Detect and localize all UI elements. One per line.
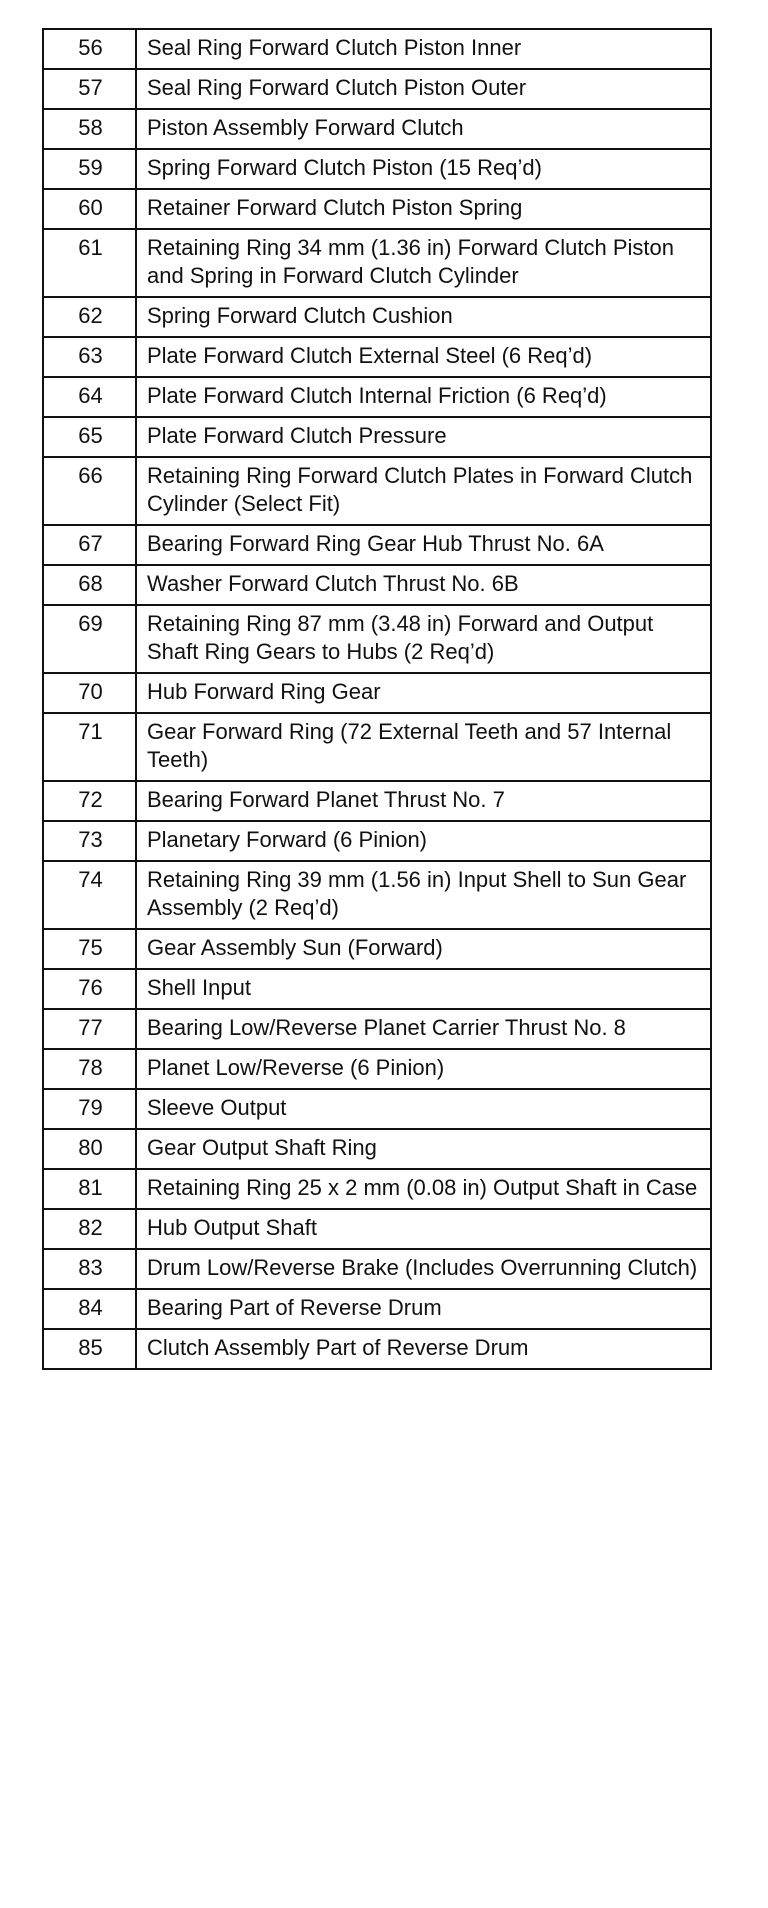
- part-description: Spring Forward Clutch Piston (15 Req’d): [136, 149, 711, 189]
- part-description: Bearing Forward Ring Gear Hub Thrust No. 6A: [136, 525, 711, 565]
- part-description: Plate Forward Clutch External Steel (6 Req’d): [136, 337, 711, 377]
- table-row: [43, 297, 711, 337]
- part-description: Drum Low/Reverse Brake (Includes Overrunning Clutch): [136, 1249, 711, 1289]
- part-number: 74: [43, 861, 136, 929]
- part-number: 64: [43, 377, 136, 417]
- part-number: 67: [43, 525, 136, 565]
- part-description: Bearing Forward Planet Thrust No. 7: [136, 781, 711, 821]
- parts-table-body: [43, 29, 711, 1369]
- part-number: 66: [43, 457, 136, 525]
- table-row: [43, 377, 711, 417]
- table-row: [43, 189, 711, 229]
- table-row: [43, 1129, 711, 1169]
- part-number: 62: [43, 297, 136, 337]
- part-number: 60: [43, 189, 136, 229]
- part-description: Retaining Ring Forward Clutch Plates in Forward Clutch Cylinder (Select Fit): [136, 457, 711, 525]
- table-row: [43, 1249, 711, 1289]
- part-number: 57: [43, 69, 136, 109]
- part-number: 75: [43, 929, 136, 969]
- part-description: Spring Forward Clutch Cushion: [136, 297, 711, 337]
- part-number: 83: [43, 1249, 136, 1289]
- table-row: [43, 1329, 711, 1369]
- table-row: [43, 1209, 711, 1249]
- part-description: Sleeve Output: [136, 1089, 711, 1129]
- table-row: [43, 781, 711, 821]
- table-row: [43, 1289, 711, 1329]
- part-number: 85: [43, 1329, 136, 1369]
- table-row: [43, 229, 711, 297]
- part-number: 79: [43, 1089, 136, 1129]
- part-description: Bearing Part of Reverse Drum: [136, 1289, 711, 1329]
- part-number: 69: [43, 605, 136, 673]
- table-row: [43, 969, 711, 1009]
- part-number: 81: [43, 1169, 136, 1209]
- part-description: Clutch Assembly Part of Reverse Drum: [136, 1329, 711, 1369]
- table-row: [43, 929, 711, 969]
- table-row: [43, 1009, 711, 1049]
- table-row: [43, 673, 711, 713]
- part-description: Gear Assembly Sun (Forward): [136, 929, 711, 969]
- part-description: Hub Output Shaft: [136, 1209, 711, 1249]
- table-row: [43, 457, 711, 525]
- part-description: Retaining Ring 39 mm (1.56 in) Input Shell to Sun Gear Assembly (2 Req’d): [136, 861, 711, 929]
- part-number: 78: [43, 1049, 136, 1089]
- part-number: 56: [43, 29, 136, 69]
- table-row: [43, 525, 711, 565]
- part-number: 68: [43, 565, 136, 605]
- table-row: [43, 713, 711, 781]
- table-row: [43, 109, 711, 149]
- table-row: [43, 565, 711, 605]
- part-description: Plate Forward Clutch Pressure: [136, 417, 711, 457]
- part-number: 76: [43, 969, 136, 1009]
- table-row: [43, 417, 711, 457]
- part-description: Planet Low/Reverse (6 Pinion): [136, 1049, 711, 1089]
- part-description: Washer Forward Clutch Thrust No. 6B: [136, 565, 711, 605]
- part-number: 70: [43, 673, 136, 713]
- part-description: Shell Input: [136, 969, 711, 1009]
- part-number: 59: [43, 149, 136, 189]
- part-number: 63: [43, 337, 136, 377]
- part-description: Gear Output Shaft Ring: [136, 1129, 711, 1169]
- part-description: Seal Ring Forward Clutch Piston Outer: [136, 69, 711, 109]
- table-row: [43, 861, 711, 929]
- part-description: Piston Assembly Forward Clutch: [136, 109, 711, 149]
- table-row: [43, 821, 711, 861]
- part-description: Retaining Ring 87 mm (3.48 in) Forward and Output Shaft Ring Gears to Hubs (2 Req’d): [136, 605, 711, 673]
- part-number: 58: [43, 109, 136, 149]
- part-number: 82: [43, 1209, 136, 1249]
- part-description: Retaining Ring 25 x 2 mm (0.08 in) Output Shaft in Case: [136, 1169, 711, 1209]
- table-row: [43, 1089, 711, 1129]
- table-row: [43, 337, 711, 377]
- part-number: 72: [43, 781, 136, 821]
- part-number: 84: [43, 1289, 136, 1329]
- parts-table: [42, 28, 712, 1370]
- part-number: 77: [43, 1009, 136, 1049]
- part-description: Plate Forward Clutch Internal Friction (6 Req’d): [136, 377, 711, 417]
- part-description: Planetary Forward (6 Pinion): [136, 821, 711, 861]
- part-description: Retaining Ring 34 mm (1.36 in) Forward Clutch Piston and Spring in Forward Clutch Cylinder: [136, 229, 711, 297]
- part-number: 61: [43, 229, 136, 297]
- table-row: [43, 605, 711, 673]
- table-row: [43, 29, 711, 69]
- part-number: 71: [43, 713, 136, 781]
- table-row: [43, 1049, 711, 1089]
- table-row: [43, 1169, 711, 1209]
- table-row: [43, 149, 711, 189]
- table-row: [43, 69, 711, 109]
- part-description: Gear Forward Ring (72 External Teeth and 57 Internal Teeth): [136, 713, 711, 781]
- part-number: 80: [43, 1129, 136, 1169]
- part-description: Retainer Forward Clutch Piston Spring: [136, 189, 711, 229]
- part-description: Hub Forward Ring Gear: [136, 673, 711, 713]
- part-number: 65: [43, 417, 136, 457]
- part-description: Bearing Low/Reverse Planet Carrier Thrust No. 8: [136, 1009, 711, 1049]
- part-description: Seal Ring Forward Clutch Piston Inner: [136, 29, 711, 69]
- part-number: 73: [43, 821, 136, 861]
